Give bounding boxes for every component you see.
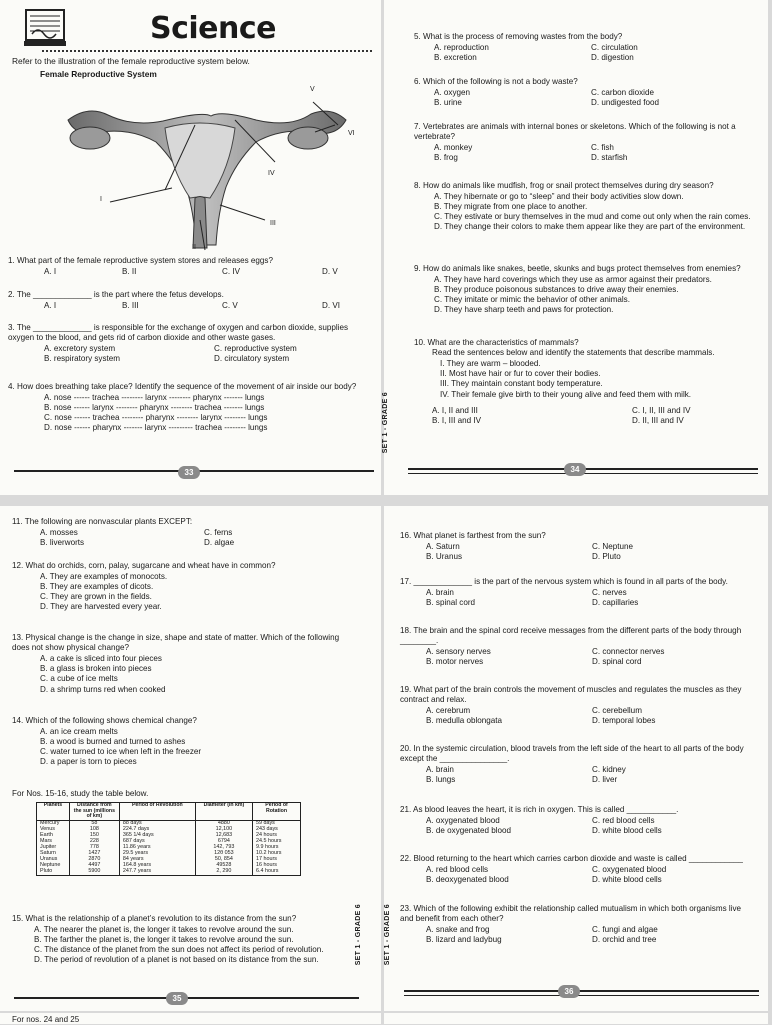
table-cell: Venus [37, 827, 70, 833]
question-12: 12. What do orchids, corn, palay, sugarcane and wheat have in common? A. They are examples of monocots. B. They are examples of dicots. C. They are grown in the fields. D. They are harvested every year. [12, 561, 276, 612]
figure-label-v: V [310, 86, 315, 93]
table-cell: 4880 [195, 821, 252, 827]
book-logo-icon [24, 8, 66, 48]
table-cell: 243 days [253, 827, 301, 833]
question-2: 2. The _____________ is the part where the fetus develops. A. I B. III C. V D. VI [8, 290, 340, 311]
table-header: Period of Rotation [253, 803, 301, 821]
page-38-partial [384, 1013, 768, 1024]
question-7: 7. Vertebrates are animals with internal bones or skeletons. Which of the following is not a vertebrate? A. monkey C. fish B. frog D. starfish [414, 122, 736, 163]
question-11: 11. The following are nonvascular plants EXCEPT: A. mosses C. ferns B. liverworts D. algae [12, 517, 235, 548]
table-cell: 59 days [253, 821, 301, 827]
next-page-intro: For nos. 24 and 25 [12, 1015, 80, 1024]
table-cell: Saturn [37, 851, 70, 857]
table-header: Distance from the sun (millions of km) [69, 803, 119, 821]
figure-label-i: I [100, 196, 102, 203]
table-cell: 58 [69, 821, 119, 827]
table-cell: Uranus [37, 857, 70, 863]
page-37-partial [0, 1013, 381, 1024]
question-4: 4. How does breathing take place? Identify the sequence of the movement of air inside our body? A. nose ------ trachea -------- larynx -------- pharynx ------- lungs B. nose ------ larynx -------- pharynx -------- trachea ------- lungs C. nose ------ trachea -------- pharynx -------- larynx -------- lungs D. nose ------ pharynx ------- larynx --------- trachea -------- lungs [8, 382, 357, 433]
table-cell: Neptune [37, 863, 70, 869]
table-cell: 10.2 hours [253, 851, 301, 857]
table-cell: Earth [37, 833, 70, 839]
table-cell: 49528 [195, 863, 252, 869]
question-17: 17. _____________ is the part of the nervous system which is found in all parts of the body. A. brain C. nerves B. spinal cord D. capillaries [400, 577, 728, 608]
table-cell: 164.8 years [119, 863, 195, 869]
table-cell: Pluto [37, 869, 70, 875]
table-row [37, 869, 301, 875]
question-10: 10. What are the characteristics of mammals? Read the sentences below and identify the statements that describe mammals. I. They are warm – blooded. II. Most have hair or fur to cover their bodies. III. They maintain constant body temperature. IV. Their female give birth to their young alive and feed them with milk. A. I, II and III C. I, II, III and IV B. I, III and IV D. II, III and IV [414, 338, 715, 425]
question-20: 20. In the systemic circulation, blood travels from the left side of the heart to all parts of the body except the _______________. A. brain C. kidney B. lungs D. liver [400, 744, 744, 785]
reproductive-system-figure [60, 80, 360, 255]
table-cell: 150 [69, 833, 119, 839]
table-header: Period of Revolution [119, 803, 195, 821]
page-33 [0, 0, 381, 495]
table-cell: 228 [69, 839, 119, 845]
table-cell: 16 hours [253, 863, 301, 869]
question-18: 18. The brain and the spinal cord receive messages from the different parts of the body through ________. A. sensory nerves C. connector nerves B. motor nerves D. spinal cord [400, 626, 742, 667]
question-21: 21. As blood leaves the heart, it is rich in oxygen. This is called ___________. A. oxygenated blood C. red blood cells B. de oxygenated blood D. white blood cells [400, 805, 679, 836]
table-cell: Jupiter [37, 845, 70, 851]
table-header: Diameter (in km) [195, 803, 252, 821]
table-cell: 12θ 053 [195, 851, 252, 857]
footer-line-secondary [404, 995, 759, 996]
table-cell: 24.5 hours [253, 839, 301, 845]
question-16: 16. What planet is farthest from the sun? A. Saturn C. Neptune B. Uranus D. Pluto [400, 531, 633, 562]
table-cell: 6794 [195, 839, 252, 845]
question-22: 22. Blood returning to the heart which carries carbon dioxide and waste is called ____________ A. red blood cells C. oxygenated blood B. deoxygenated blood D. white blood cells [400, 854, 743, 885]
table-cell: 6.4 hours [253, 869, 301, 875]
page-36 [384, 506, 768, 1011]
page-34 [384, 0, 768, 495]
page-number: 33 [178, 466, 200, 479]
planet-table [36, 802, 301, 876]
table-cell: 12,683 [195, 833, 252, 839]
title-divider [42, 50, 372, 52]
footer-line [404, 990, 759, 992]
table-cell: 778 [69, 845, 119, 851]
table-cell: 24 hours [253, 833, 301, 839]
table-cell: 687 days [119, 839, 195, 845]
question-6: 6. Which of the following is not a body waste? A. oxygen C. carbon dioxide B. urine D. undigested food [414, 77, 659, 108]
table-cell: 108 [69, 827, 119, 833]
table-cell: 4497 [69, 863, 119, 869]
page-number: 34 [564, 463, 586, 476]
question-14: 14. Which of the following shows chemical change? A. an ice cream melts B. a wood is burned and turned to ashes C. water turned to ice when left in the freezer D. a paper is torn to pieces [12, 716, 202, 767]
table-cell: Mars [37, 839, 70, 845]
question-1: 1. What part of the female reproductive system stores and releases eggs? A. I B. II C. IV D. V [8, 256, 338, 277]
table-cell: 29.5 years [119, 851, 195, 857]
table-cell: 12,100 [195, 827, 252, 833]
page-number: 36 [558, 985, 580, 998]
table-body [37, 821, 301, 875]
figure-label-iii: III [270, 220, 276, 227]
question-5: 5. What is the process of removing wastes from the body? A. reproduction C. circulation B. excretion D. digestion [414, 32, 638, 63]
question-13: 13. Physical change is the change in size, shape and state of matter. Which of the following does not show physical change? A. a cake is sliced into four pieces B. a glass is broken into pieces C. a cube of ice melts D. a shrimp turns red when cooked [12, 633, 340, 694]
table-cell: 365 1/4 days [119, 833, 195, 839]
figure-title: Female Reproductive System [40, 69, 157, 79]
table-cell: Mercury [37, 821, 70, 827]
question-19: 19. What part of the brain controls the movement of muscles and regulates the muscles as they contract and relax. A. cerebrum C. cerebellum B. medulla oblongata D. temporal lobes [400, 685, 742, 726]
table-cell: 142, 793 [195, 845, 252, 851]
table-cell: 9.9 hours [253, 845, 301, 851]
figure-label-iv: IV [268, 170, 275, 177]
table-cell: 84 years [119, 857, 195, 863]
table-cell: 224.7 days [119, 827, 195, 833]
table-cell: 2, 290 [195, 869, 252, 875]
table-header: Planets [37, 803, 70, 821]
figure-label-vi: VI [348, 130, 355, 137]
table-cell: 2870 [69, 857, 119, 863]
question-8: 8. How do animals like mudfish, frog or snail protect themselves during dry season? A. They hibernate or go to “sleep” and their body activities slow down. B. They migrate from one place to another. C. They estivate or bury themselves in the mud and come out only when the rain comes. D. They change their colors to make them appear like they are part of the environment. [414, 181, 751, 232]
table-intro: For Nos. 15-16, study the table below. [12, 789, 149, 798]
question-9: 9. How do animals like snakes, beetle, skunks and bugs protect themselves from enemies? A. They have hard coverings which they use as armor against their predators. B. They produce poisonous substances to drive away their enemies. C. They imitate or mimic the behavior of other animals. D. They have sharp teeth and paws for protection. [414, 264, 741, 315]
figure-label-ii: II [192, 244, 196, 251]
question-3: 3. The _____________ is responsible for the exchange of oxygen and carbon dioxide, supplies oxygen to the blood, and gets rid of carbon dioxide and other waste gases. A. excretory system C. reproductive system B. respiratory system D. circulatory system [8, 323, 349, 364]
question-23: 23. Which of the following exhibit the relationship called mutualism in which both organisms live and benefit from each other? A. snake and frog C. fungi and algae B. lizard and ladybug D. orchid and tree [400, 904, 742, 945]
page-number: 35 [166, 992, 188, 1005]
table-cell: 50, 854 [195, 857, 252, 863]
side-label: SET 1 - GRADE 6 [355, 904, 362, 966]
table-cell: 11.86 years [119, 845, 195, 851]
side-label: SET 1 - GRADE 6 [384, 904, 391, 966]
side-label: SET 1 - GRADE 6 [382, 392, 389, 454]
question-15: 15. What is the relationship of a planet’s revolution to its distance from the sun? A. The nearer the planet is, the longer it takes to revolve around the sun. B. The farther the planet is, the longer it takes to revolve around the sun. C. The distance of the planet from the sun does not affect its period of revolution. D. The period of revolution of a planet is not based on its distance from the sun. [12, 914, 324, 965]
table-cell: 247.7 years [119, 869, 195, 875]
intro-text: Refer to the illustration of the female reproductive system below. [12, 56, 250, 66]
table-cell: 88 days [119, 821, 195, 827]
table-cell: 1427 [69, 851, 119, 857]
table-cell: 5900 [69, 869, 119, 875]
page-35 [0, 506, 381, 1011]
page-title: Science [150, 11, 277, 46]
table-cell: 17 hours [253, 857, 301, 863]
